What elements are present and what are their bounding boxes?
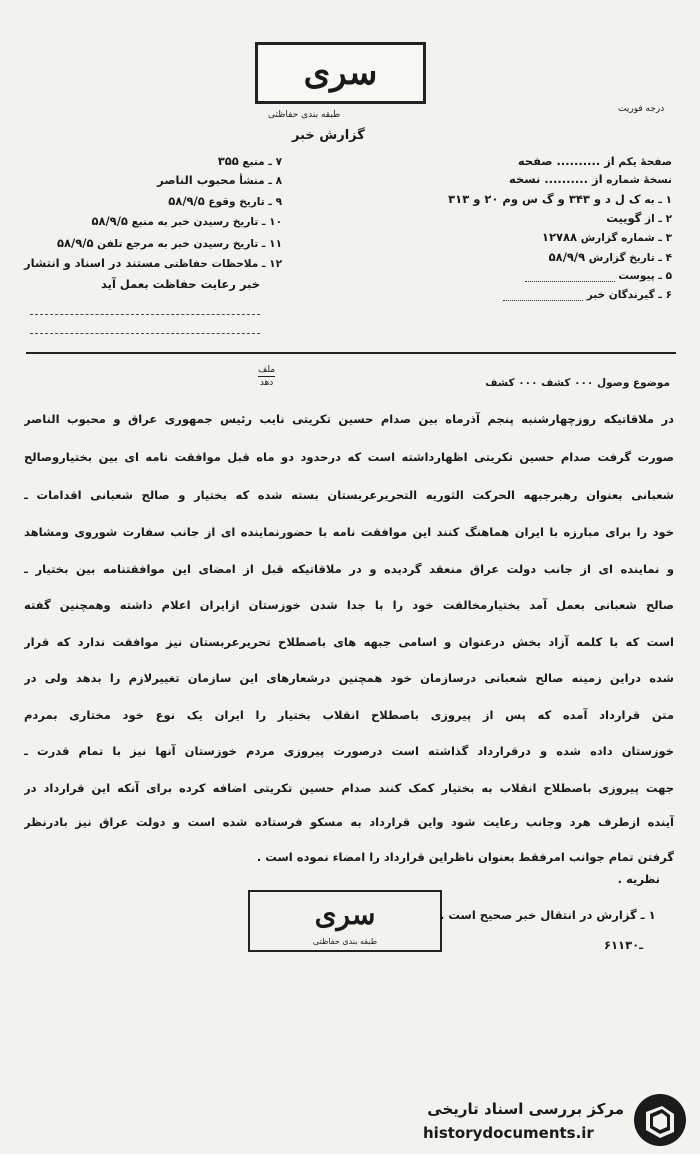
side-mark-top: ملف xyxy=(258,365,276,375)
classification-text: سری xyxy=(303,53,378,93)
side-mark xyxy=(258,364,275,389)
field-row xyxy=(101,277,260,291)
body-line: آینده ازطرف هرد وجانب رعایت شود واین قرارداد به مسکو فرستاده شده است و دولت عراق نیز بادرنظر xyxy=(24,815,674,829)
field-row xyxy=(549,250,672,264)
body-line: جهت پیروزی باصطلاح انقلاب به بختیار کمک کنند صدام حسین تکریتی اضافه کرده برای آنکه این قرارداد در xyxy=(24,781,674,795)
field-label: ۱۱ ـ تاریخ رسیدن خبر به مرجع تلفن xyxy=(97,238,282,250)
field-row xyxy=(157,173,282,187)
field-label: ۴ ـ تاریخ گزارش xyxy=(588,252,672,264)
field-row xyxy=(606,211,672,225)
opinion-heading: نظریه . xyxy=(617,872,660,886)
field-row xyxy=(218,154,282,168)
field-label: ۱ ـ به xyxy=(644,194,672,206)
subject-line: موضوع وصول ۰۰۰ کشف ۰۰۰ کشف xyxy=(485,377,670,389)
body-line: و نماینده ای از جانب دولت عراق منعقد گردیده و در ملاقاتیکه قبل از امضای این موافقتنامه بین بختیار ـ xyxy=(24,562,674,576)
field-label: ۵ ـ پیوست xyxy=(618,270,672,282)
stamp-subtext: طبقه بندی حفاظتی xyxy=(312,937,378,946)
body-line: در ملاقاتیکه روزچهارشنبه پنجم آذرماه بین صدام حسین تکریتی نایب رئیس جمهوری عراق و محبوب الناصر xyxy=(24,412,674,426)
field-value: ۵۸/۹/۵ xyxy=(168,194,205,208)
body-line: است که با کلمه آزاد بخش درعنوان و اسامی جبهه های باصطلاح تحریرعربستان نیز موافقت ندارد که قرار xyxy=(24,635,674,649)
field-label: ۱۲ ـ ملاحظات حفاظتی xyxy=(163,258,282,270)
field-row xyxy=(168,194,282,208)
field-value: از .......... نسخه xyxy=(509,172,603,186)
field-value: ۵۸/۹/۵ xyxy=(57,236,94,250)
opinion-item: ۱ ـ گزارش در انتقال خبر صحیح است . xyxy=(440,908,656,922)
watermark-url: historydocuments.ir xyxy=(423,1124,594,1142)
side-mark-bottom: دهد xyxy=(259,378,274,388)
header-divider xyxy=(26,352,676,354)
classification-stamp xyxy=(255,42,426,104)
field-row xyxy=(542,230,672,244)
report-title: گزارش خبر xyxy=(292,128,365,143)
field-value: گوییت xyxy=(606,211,642,225)
field-label: ۹ ـ تاریخ وقوع xyxy=(208,196,282,208)
stamp-text: سری xyxy=(314,898,376,931)
watermark-title: مرکز بررسی اسناد تاریخی xyxy=(427,1100,624,1118)
body-line: صالح شعبانی بعمل آمد بختیارمخالفت خود را با جدا شدن خوزستان ازایران اعلام داشته وهمچنین گفته xyxy=(24,598,674,612)
field-row xyxy=(57,236,282,250)
book-emblem-icon xyxy=(632,1092,688,1148)
field-value: ک ل د و ۳۴۳ و گ س وم ۲۰ و ۳۱۳ xyxy=(448,192,641,206)
field-row xyxy=(24,256,282,270)
classification-stamp-bottom xyxy=(248,890,442,952)
body-line: گرفتن تمام جوانب امرفقط بعنوان ناظراین قرارداد را امضاء نموده است . xyxy=(256,850,674,864)
field-row xyxy=(509,172,672,186)
field-label: ۲ ـ از xyxy=(645,213,672,225)
dotted-line xyxy=(30,314,260,315)
field-dots xyxy=(503,300,583,301)
body-line: خوزستان داده شده و درقرارداد گذاشته است درصورت پیروزی مردم خوزستان آنها نیز با تمام قدرت ـ xyxy=(24,744,674,758)
field-row xyxy=(518,154,672,168)
field-value: مستند در اسناد و انتشار xyxy=(24,256,161,270)
field-value-continued: خبر رعایت حفاظت بعمل آید xyxy=(100,277,260,291)
field-label: ۸ ـ منشأ xyxy=(239,175,282,187)
field-value: ۱۲۷۸۸ xyxy=(541,230,578,244)
field-value: از .......... صفحه xyxy=(517,154,615,168)
field-label: ۶ ـ گیرندگان خبر xyxy=(586,289,672,301)
field-row xyxy=(448,192,672,206)
body-line: خود را برای مبارزه با ایران هماهنگ کنند این موافقت نامه با حضورنماینده ای از جانب سفارت شوروی ومشاهد xyxy=(24,525,674,539)
field-dots xyxy=(525,281,615,282)
reference-number: ۶۱ـ۱۳۰ xyxy=(604,938,644,952)
body-line: متن قرارداد آمده که پس از پیروزی باصطلاح انقلاب بختیار را ایران یک نوع خود مختاری بمردم xyxy=(24,708,674,722)
field-row xyxy=(525,270,672,282)
field-value: محبوب الناصر xyxy=(157,173,236,187)
body-line: صورت گرفت صدام حسین تکریتی اظهارداشته است که درحدود دو ماه قبل موافقت نامه ای بین بختیاروصالح xyxy=(24,450,674,464)
urgency-label: درجه فوریت xyxy=(618,104,665,114)
classification-subtitle: طبقه بندی حفاظتی xyxy=(268,110,341,120)
field-value: ۳۵۵ xyxy=(217,154,239,168)
field-row xyxy=(91,214,282,228)
field-label: ۷ ـ منبع xyxy=(242,156,282,168)
field-value: ۵۸/۹/۹ xyxy=(548,250,586,264)
field-label: ۳ ـ شماره گزارش xyxy=(580,232,672,244)
dotted-line xyxy=(30,333,260,334)
body-line: شعبانی بعنوان رهبرجبهه الحرکت الثوریه التحریرعربستان بسته شده که بختیار و صالح شعبانی اقدامات ـ xyxy=(24,488,674,502)
field-label: صفحهٔ یکم xyxy=(618,156,672,168)
field-label: ۱۰ ـ تاریخ رسیدن خبر به منبع xyxy=(131,216,282,228)
field-row xyxy=(503,289,672,301)
body-line: شده دراین زمینه صالح شعبانی درسازمان خود همچنین درشعارهای این سازمان تغییرلازم را بدهد ولی در xyxy=(24,671,674,685)
field-value: ۵۸/۹/۵ xyxy=(91,214,128,228)
field-label: نسخهٔ شماره xyxy=(606,174,672,186)
